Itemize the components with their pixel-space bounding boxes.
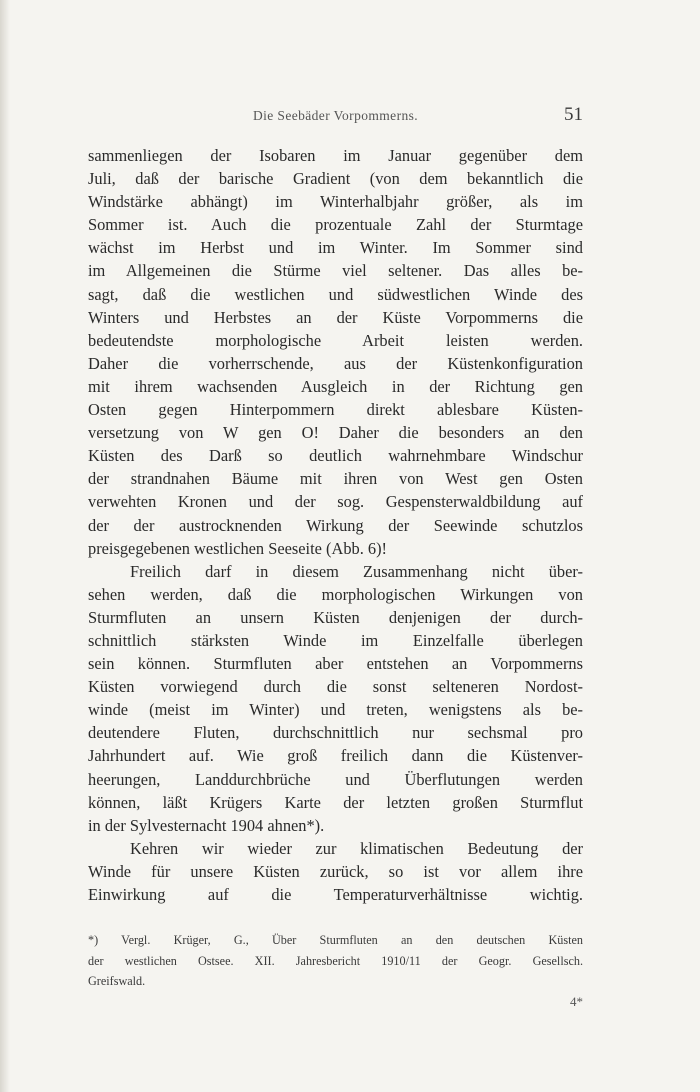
text-line: Sturmfluten an unsern Küsten denjenigen der durch- bbox=[88, 607, 583, 627]
text-line: Juli, daß der barische Gradient (von dem bekanntlich die bbox=[88, 169, 583, 189]
page-header bbox=[88, 104, 583, 128]
text-line: der der austrocknenden Wirkung der Seewinde schutzlos bbox=[88, 515, 583, 535]
text-line: Osten gegen Hinterpommern direkt ablesbare Küsten- bbox=[88, 400, 583, 420]
text-line: können, läßt Krügers Karte der letzten großen Sturmflut bbox=[88, 792, 583, 812]
text-line: Freilich darf in diesem Zusammenhang nicht über- bbox=[130, 561, 583, 581]
text-line: der strandnahen Bäume mit ihren von West gen Osten bbox=[88, 469, 583, 489]
binding-shadow bbox=[0, 0, 10, 1092]
text-line: preisgegebenen westlichen Seeseite (Abb. 6)! bbox=[88, 538, 388, 558]
text-line: Küsten vorwiegend durch die sonst selteneren Nordost- bbox=[88, 677, 583, 697]
body-text bbox=[88, 144, 583, 906]
text-line: verwehten Kronen und der sog. Gespensterwaldbildung auf bbox=[88, 492, 583, 512]
text-line: im Allgemeinen die Stürme viel seltener. Das alles be- bbox=[88, 261, 583, 281]
text-line: deutendere Fluten, durchschnittlich nur sechsmal pro bbox=[88, 723, 583, 743]
text-line: wächst im Herbst und im Winter. Im Sommer sind bbox=[88, 238, 583, 258]
text-line: schnittlich stärksten Winde im Einzelfalle überlegen bbox=[88, 630, 583, 650]
text-line: sammenliegen der Isobaren im Januar gegenüber dem bbox=[88, 146, 583, 165]
signature-mark: 4* bbox=[570, 994, 583, 1009]
text-line: bedeutendste morphologische Arbeit leisten werden. bbox=[88, 330, 583, 350]
text-line: heerungen, Landdurchbrüche und Überflutungen werden bbox=[88, 769, 583, 789]
footnote-line: der westlichen Ostsee. XII. Jahresbericht 1910/11 der Geogr. Gesellsch. bbox=[88, 953, 583, 968]
text-line: Windstärke abhängt) im Winterhalbjahr größer, als im bbox=[88, 192, 583, 212]
footnote bbox=[88, 930, 583, 992]
text-line: versetzung von W gen O! Daher die besonders an den bbox=[88, 423, 583, 443]
text-line: Einwirkung auf die Temperaturverhältnisse wichtig. bbox=[88, 885, 583, 904]
footnote-line: *) Vergl. Krüger, G., Über Sturmfluten an den deutschen Küsten bbox=[88, 933, 583, 947]
text-line: Jahrhundert auf. Wie groß freilich dann die Küstenver- bbox=[88, 746, 583, 766]
running-title: Die Seebäder Vorpommerns. bbox=[252, 108, 419, 123]
text-line: winde (meist im Winter) und treten, wenigstens als be- bbox=[88, 700, 583, 720]
text-line: in der Sylvesternacht 1904 ahnen*). bbox=[88, 815, 325, 835]
text-line: Winde für unsere Küsten zurück, so ist vor allem ihre bbox=[88, 861, 583, 881]
footnote-line: Greifswald. bbox=[88, 974, 146, 988]
text-line: Daher die vorherrschende, aus der Küstenkonfiguration bbox=[88, 353, 583, 373]
text-line: Sommer ist. Auch die prozentuale Zahl der Sturmtage bbox=[88, 215, 583, 235]
text-line: sein können. Sturmfluten aber entstehen an Vorpommerns bbox=[88, 654, 583, 674]
text-line: sagt, daß die westlichen und südwestlichen Winde des bbox=[88, 284, 583, 304]
text-line: sehen werden, daß die morphologischen Wirkungen von bbox=[88, 584, 583, 604]
page-number: 51 bbox=[564, 104, 583, 125]
text-line: Winters und Herbstes an der Küste Vorpommerns die bbox=[88, 307, 583, 327]
text-line: Küsten des Darß so deutlich wahrnehmbare Windschur bbox=[88, 446, 583, 466]
text-line: mit ihrem wachsenden Ausgleich in der Richtung gen bbox=[88, 376, 583, 396]
text-line: Kehren wir wieder zur klimatischen Bedeutung der bbox=[130, 838, 583, 858]
